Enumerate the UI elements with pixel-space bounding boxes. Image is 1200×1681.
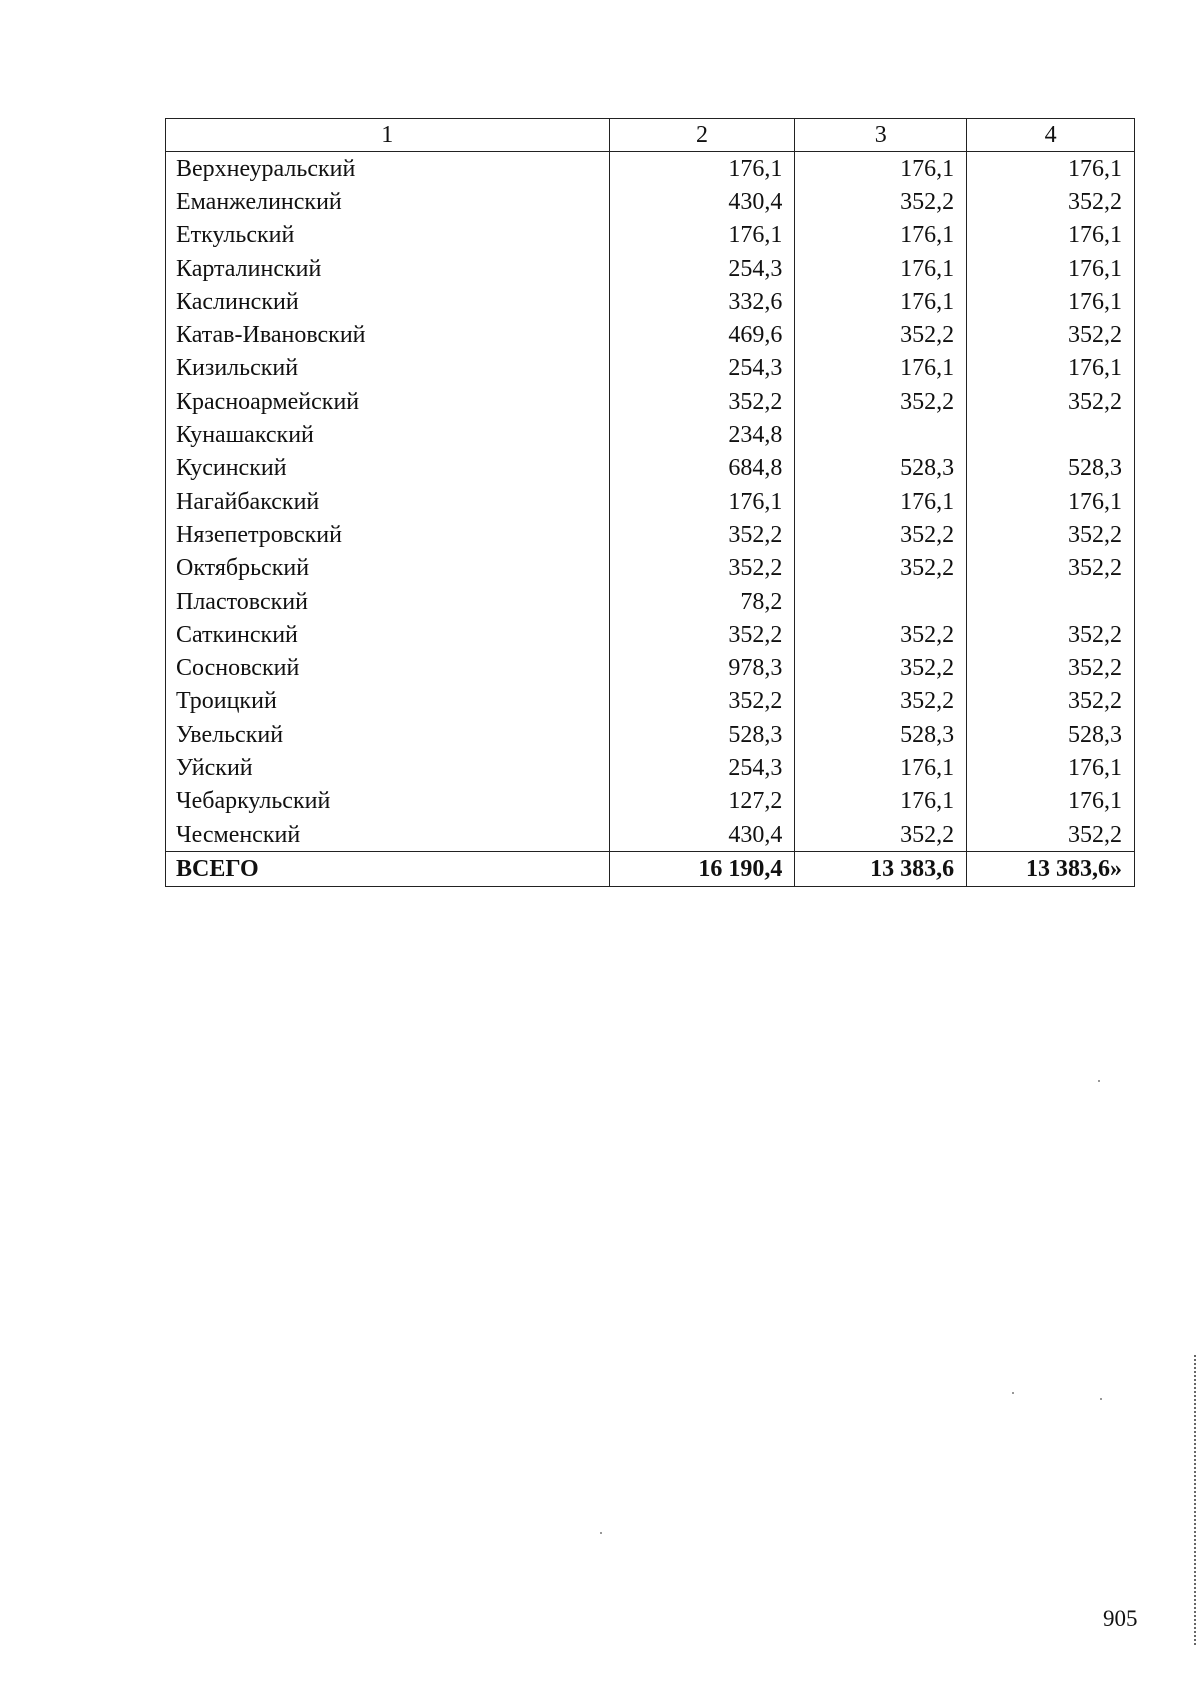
value-col-2: 234,8 (609, 418, 795, 451)
value-col-4: 176,1 (967, 485, 1135, 518)
table-row (166, 385, 1135, 418)
value-col-4: 352,2 (967, 552, 1135, 585)
value-col-2: 352,2 (609, 385, 795, 418)
table-row (166, 152, 1135, 186)
column-header-3: 3 (795, 119, 967, 152)
value-col-2: 176,1 (609, 485, 795, 518)
scan-speck (1100, 1398, 1102, 1400)
value-col-3: 176,1 (795, 751, 967, 784)
value-col-4 (967, 418, 1135, 451)
table-row (166, 618, 1135, 651)
value-col-2: 469,6 (609, 318, 795, 351)
value-col-4: 352,2 (967, 818, 1135, 852)
value-col-2: 254,3 (609, 751, 795, 784)
total-col-4: 13 383,6» (967, 852, 1135, 886)
total-row (166, 852, 1135, 886)
value-col-2: 352,2 (609, 618, 795, 651)
total-col-2: 16 190,4 (609, 852, 795, 886)
value-col-3 (795, 585, 967, 618)
table-row (166, 185, 1135, 218)
value-col-3: 176,1 (795, 252, 967, 285)
value-col-3: 352,2 (795, 618, 967, 651)
value-col-4: 176,1 (967, 352, 1135, 385)
table-row (166, 585, 1135, 618)
value-col-2: 352,2 (609, 518, 795, 551)
value-col-2: 127,2 (609, 785, 795, 818)
district-name: Пластовский (166, 585, 610, 618)
table-row (166, 651, 1135, 684)
district-name: Сосновский (166, 651, 610, 684)
value-col-3: 528,3 (795, 452, 967, 485)
district-name: Увельский (166, 718, 610, 751)
table-row (166, 518, 1135, 551)
value-col-3: 352,2 (795, 818, 967, 852)
value-col-4: 352,2 (967, 685, 1135, 718)
scan-edge-artifact (1194, 1355, 1196, 1645)
value-col-3: 528,3 (795, 718, 967, 751)
value-col-2: 176,1 (609, 152, 795, 186)
column-header-1: 1 (166, 119, 610, 152)
district-name: Кунашакский (166, 418, 610, 451)
table-row (166, 352, 1135, 385)
table-body (166, 152, 1135, 852)
total-label: ВСЕГО (166, 852, 610, 886)
value-col-4: 176,1 (967, 219, 1135, 252)
scan-speck (600, 1532, 602, 1534)
value-col-3: 352,2 (795, 318, 967, 351)
value-col-3: 176,1 (795, 219, 967, 252)
value-col-2: 684,8 (609, 452, 795, 485)
district-name: Карталинский (166, 252, 610, 285)
table-row (166, 485, 1135, 518)
table-row (166, 318, 1135, 351)
value-col-2: 352,2 (609, 685, 795, 718)
value-col-3: 176,1 (795, 785, 967, 818)
value-col-4: 352,2 (967, 651, 1135, 684)
district-name: Каслинский (166, 285, 610, 318)
value-col-2: 352,2 (609, 552, 795, 585)
table-row (166, 252, 1135, 285)
district-name: Саткинский (166, 618, 610, 651)
district-name: Красноармейский (166, 385, 610, 418)
page-number: 905 (1103, 1606, 1138, 1631)
value-col-3 (795, 418, 967, 451)
district-name: Верхнеуральский (166, 152, 610, 186)
district-name: Кусинский (166, 452, 610, 485)
value-col-4: 352,2 (967, 318, 1135, 351)
district-name: Чесменский (166, 818, 610, 852)
value-col-3: 352,2 (795, 518, 967, 551)
district-name: Уйский (166, 751, 610, 784)
value-col-2: 78,2 (609, 585, 795, 618)
value-col-4: 176,1 (967, 751, 1135, 784)
district-name: Еманжелинский (166, 185, 610, 218)
value-col-3: 176,1 (795, 152, 967, 186)
value-col-4: 176,1 (967, 152, 1135, 186)
value-col-4: 352,2 (967, 618, 1135, 651)
district-name: Октябрьский (166, 552, 610, 585)
table-row (166, 718, 1135, 751)
table-row (166, 418, 1135, 451)
value-col-2: 528,3 (609, 718, 795, 751)
district-name: Троицкий (166, 685, 610, 718)
value-col-4: 528,3 (967, 718, 1135, 751)
district-name: Нязепетровский (166, 518, 610, 551)
value-col-2: 254,3 (609, 352, 795, 385)
district-name: Катав-Ивановский (166, 318, 610, 351)
district-name: Кизильский (166, 352, 610, 385)
value-col-2: 332,6 (609, 285, 795, 318)
table-header (166, 119, 1135, 152)
district-name: Еткульский (166, 219, 610, 252)
value-col-4 (967, 585, 1135, 618)
value-col-2: 430,4 (609, 818, 795, 852)
value-col-3: 176,1 (795, 485, 967, 518)
table-row (166, 552, 1135, 585)
value-col-3: 352,2 (795, 651, 967, 684)
table-row (166, 818, 1135, 852)
table-row (166, 285, 1135, 318)
district-name: Чебаркульский (166, 785, 610, 818)
budget-table (165, 118, 1135, 887)
value-col-3: 176,1 (795, 285, 967, 318)
value-col-2: 430,4 (609, 185, 795, 218)
value-col-2: 978,3 (609, 651, 795, 684)
value-col-4: 352,2 (967, 185, 1135, 218)
value-col-2: 176,1 (609, 219, 795, 252)
value-col-4: 176,1 (967, 785, 1135, 818)
value-col-3: 352,2 (795, 685, 967, 718)
total-col-3: 13 383,6 (795, 852, 967, 886)
table-row (166, 751, 1135, 784)
scan-speck (1012, 1392, 1014, 1394)
table-row (166, 452, 1135, 485)
scan-speck (1098, 1080, 1100, 1082)
table-row (166, 785, 1135, 818)
column-header-2: 2 (609, 119, 795, 152)
value-col-4: 528,3 (967, 452, 1135, 485)
value-col-3: 176,1 (795, 352, 967, 385)
value-col-4: 176,1 (967, 252, 1135, 285)
value-col-4: 352,2 (967, 518, 1135, 551)
value-col-4: 176,1 (967, 285, 1135, 318)
table-footer (166, 852, 1135, 886)
header-row (166, 119, 1135, 152)
column-header-4: 4 (967, 119, 1135, 152)
value-col-3: 352,2 (795, 385, 967, 418)
value-col-2: 254,3 (609, 252, 795, 285)
table-row (166, 219, 1135, 252)
value-col-3: 352,2 (795, 185, 967, 218)
district-name: Нагайбакский (166, 485, 610, 518)
table-row (166, 685, 1135, 718)
value-col-4: 352,2 (967, 385, 1135, 418)
value-col-3: 352,2 (795, 552, 967, 585)
